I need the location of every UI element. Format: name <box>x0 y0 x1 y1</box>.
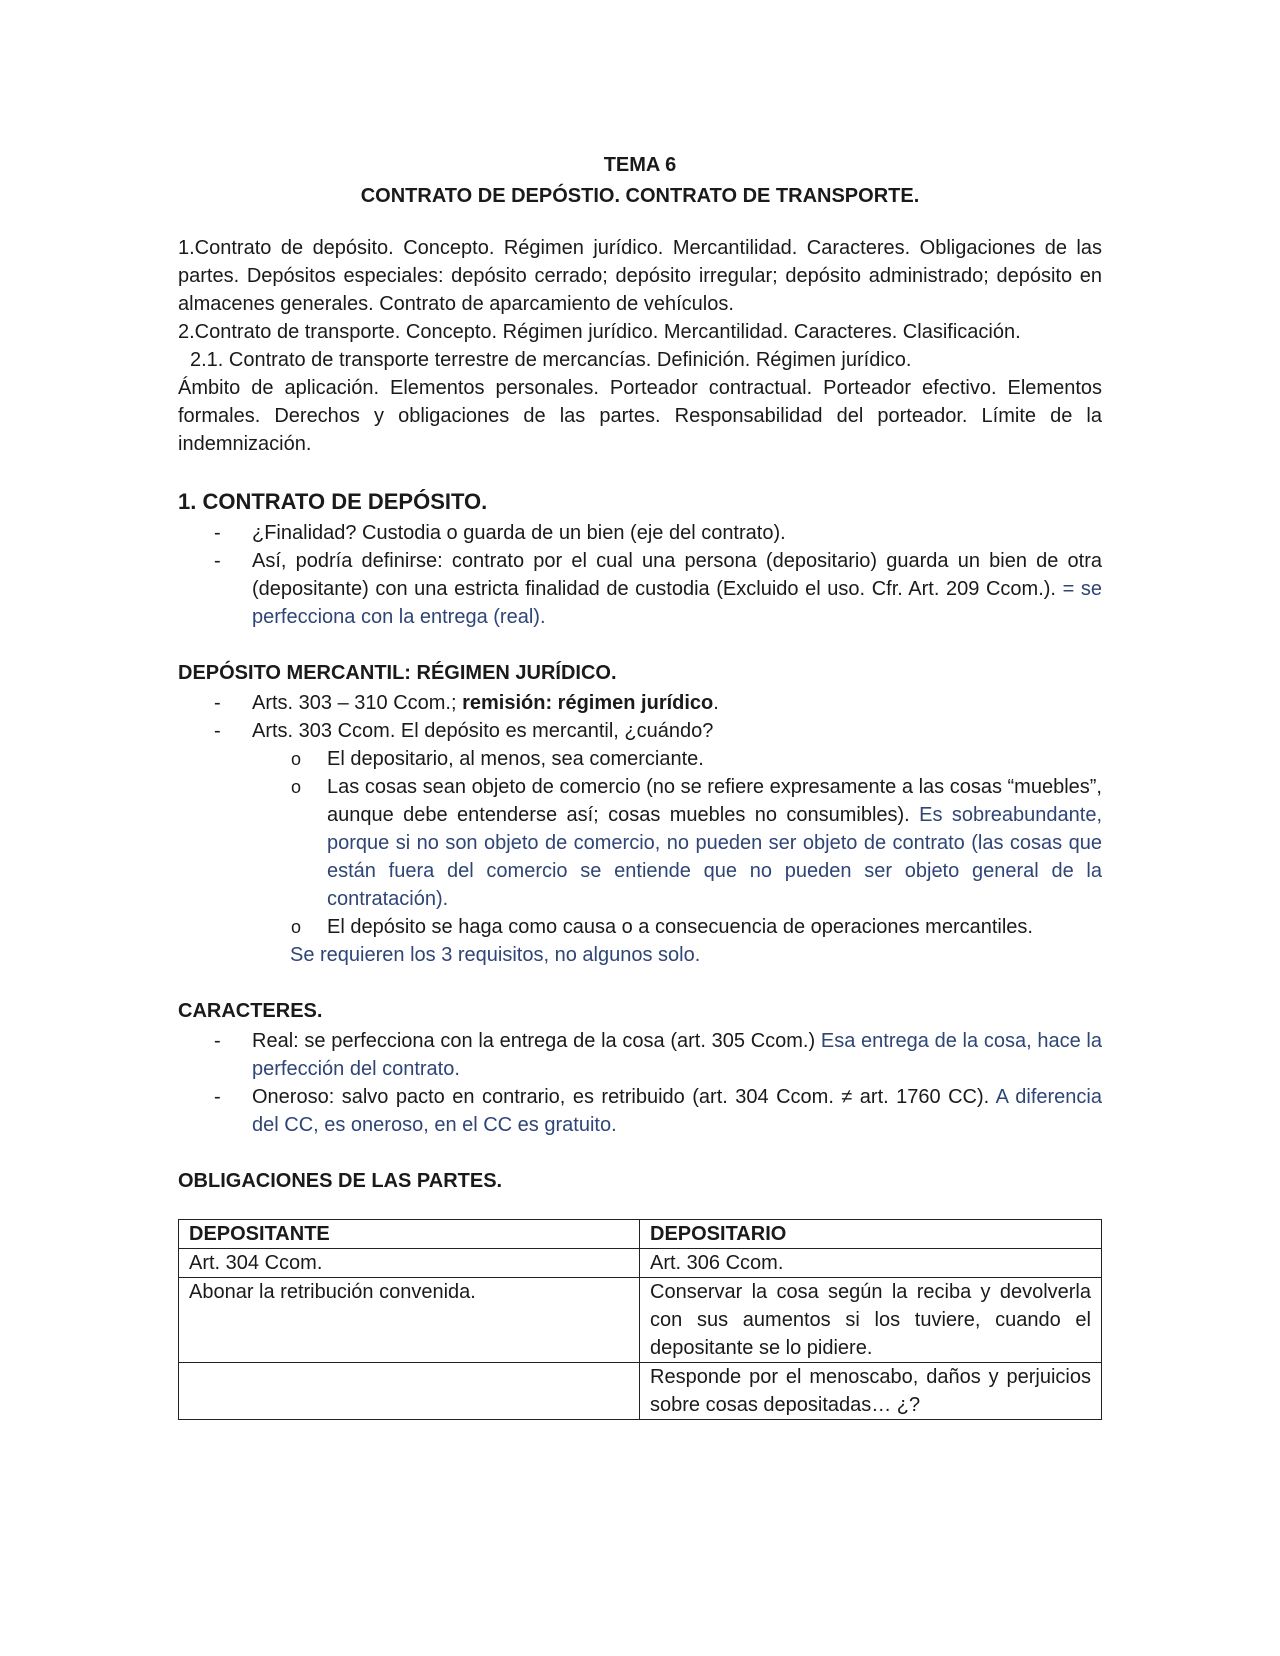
annotation-note: Es sobreabundante, porque si no son objeto de comercio, no pueden ser objeto de contrato (las cosas que están fuera del comercio se entiende que no pueden ser objeto general de la contratación). <box>327 804 1102 910</box>
table-cell: Art. 304 Ccom. <box>179 1249 640 1278</box>
summary-paragraph-4: Ámbito de aplicación. Elementos personales. Porteador contractual. Porteador efectivo. Elementos formales. Derechos y obligaciones de las partes. Responsabilidad del porteador. Límite de la indemnización. <box>178 377 1102 455</box>
annotation-note: Se requieren los 3 requisitos, no algunos solo. <box>290 944 701 966</box>
list-item: - Oneroso: salvo pacto en contrario, es retribuido (art. 304 Ccom. ≠ art. 1760 CC). A diferencia del CC, es oneroso, en el CC es gratuito. <box>252 1083 1102 1139</box>
mercantil-requirements-list <box>252 745 1102 941</box>
topic-summary <box>178 234 1102 458</box>
table-cell: Art. 306 Ccom. <box>640 1249 1102 1278</box>
table-row <box>179 1363 1102 1420</box>
summary-paragraph-3: 2.1. Contrato de transporte terrestre de mercancías. Definición. Régimen jurídico. <box>190 349 912 371</box>
list-item: o El depósito se haga como causa o a consecuencia de operaciones mercantiles. <box>327 913 1102 941</box>
list-item: o Las cosas sean objeto de comercio (no se refiere expresamente a las cosas “muebles”, aunque debe entenderse así; cosas muebles no consumibles). Es sobreabundante, porque si no son objeto de comercio, no pueden ser objeto de contrato (las cosas que están fuera del comercio se entiende que no pueden ser objeto general de la contratación). <box>327 773 1102 913</box>
section-regimen-list <box>178 689 1102 941</box>
summary-paragraph-1: 1.Contrato de depósito. Concepto. Régimen jurídico. Mercantilidad. Caracteres. Obligaciones de las partes. Depósitos especiales: depósito cerrado; depósito irregular; depósito administrado; depósito en almacenes generales. Contrato de aparcamiento de vehículos. <box>178 237 1102 315</box>
table-cell <box>179 1363 640 1420</box>
table-cell: Conservar la cosa según la reciba y devolverla con sus aumentos si los tuviere, cuando el depositante se lo pidiere. <box>640 1278 1102 1363</box>
section-regimen-heading: DEPÓSITO MERCANTIL: RÉGIMEN JURÍDICO. <box>178 662 617 684</box>
obligations-table <box>178 1219 1102 1420</box>
title-line-1: TEMA 6 <box>603 154 677 176</box>
list-item: - Real: se perfecciona con la entrega de la cosa (art. 305 Ccom.) Esa entrega de la cosa, hace la perfección del contrato. <box>252 1027 1102 1083</box>
section-deposito-heading: 1. CONTRATO DE DEPÓSITO. <box>178 489 488 514</box>
list-item: - Así, podría definirse: contrato por el cual una persona (depositario) guarda un bien de otra (depositante) con una estricta finalidad de custodia (Excluido el uso. Cfr. Art. 209 Ccom.). = se perfecciona con la entrega (real). <box>252 547 1102 631</box>
table-row <box>179 1249 1102 1278</box>
summary-paragraph-2: 2.Contrato de transporte. Concepto. Régimen jurídico. Mercantilidad. Caracteres. Clasificación. <box>178 321 1021 343</box>
table-row <box>179 1278 1102 1363</box>
annotation-note: A diferencia del CC, es oneroso, en el CC es gratuito. <box>252 1086 1102 1136</box>
column-header-depositante: DEPOSITANTE <box>179 1220 640 1249</box>
annotation-note: Esa entrega de la cosa, hace la perfección del contrato. <box>252 1030 1102 1080</box>
list-item: - Arts. 303 – 310 Ccom.; remisión: régimen jurídico. <box>252 689 1102 717</box>
table-cell: Responde por el menoscabo, daños y perjuicios sobre cosas depositadas… ¿? <box>640 1363 1102 1420</box>
table-header-row <box>179 1220 1102 1249</box>
title-line-2: CONTRATO DE DEPÓSTIO. CONTRATO DE TRANSPORTE. <box>360 185 920 207</box>
list-item: o El depositario, al menos, sea comerciante. <box>327 745 1102 773</box>
section-obligaciones-heading: OBLIGACIONES DE LAS PARTES. <box>178 1170 503 1192</box>
section-caracteres-list <box>178 1027 1102 1139</box>
document-title <box>178 150 1102 212</box>
annotation-note: = se perfecciona con la entrega (real). <box>252 578 1102 628</box>
section-caracteres-heading: CARACTERES. <box>178 1000 323 1022</box>
column-header-depositario: DEPOSITARIO <box>640 1220 1102 1249</box>
table-cell: Abonar la retribución convenida. <box>179 1278 640 1363</box>
section-deposito-list <box>178 519 1102 631</box>
list-item: - ¿Finalidad? Custodia o guarda de un bien (eje del contrato). <box>252 519 1102 547</box>
list-item: - Arts. 303 Ccom. El depósito es mercantil, ¿cuándo? o El depositario, al menos, sea comerciante. o Las cosas sean objeto de comercio (no se refiere expresamente a las cosas “muebles”, aunque debe entenderse así; cosas muebles no consumibles). Es sobreabundante, porque si no son objeto de comercio, no pueden ser objeto de contrato (las cosas que están fuera del comercio se entiende que no pueden ser objeto general de la contratación). o El depósito se haga como causa o a consecuencia de operaciones mercantiles. <box>252 717 1102 941</box>
